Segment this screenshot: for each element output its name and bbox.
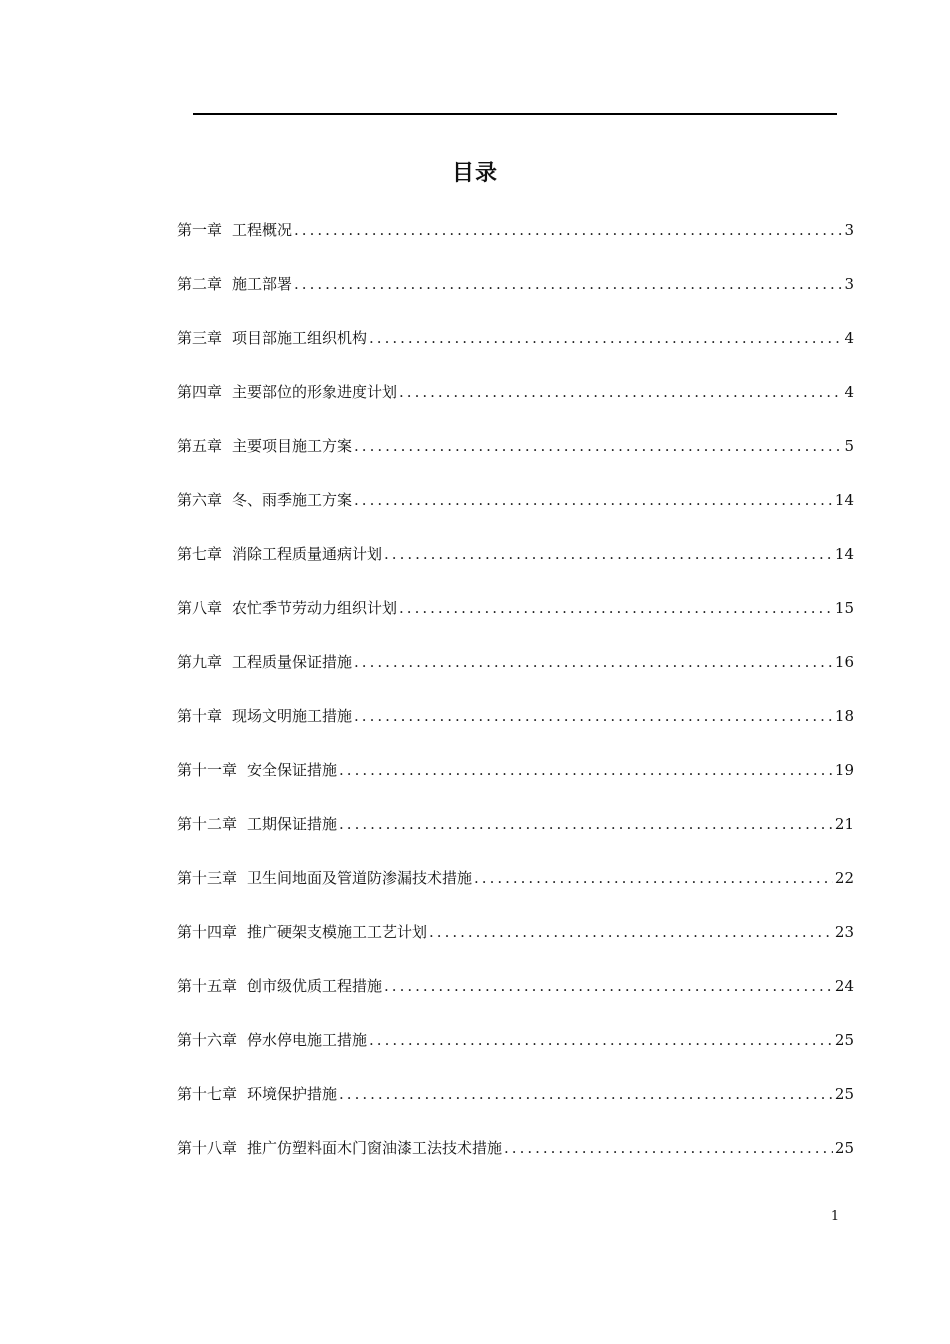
toc-dot-leader [294,218,842,242]
toc-entry[interactable] [177,704,854,758]
toc-dot-leader [429,920,833,944]
toc-page-number: 15 [834,599,854,617]
toc-chapter-label: 第十六章 [177,1031,238,1049]
toc-chapter-label: 第十三章 [177,869,238,887]
toc-chapter-label: 第二章 [177,275,223,293]
toc-page-number: 5 [844,437,854,455]
toc-page-number: 23 [834,923,854,941]
toc-entry[interactable] [177,380,854,434]
toc-chapter-label: 第十二章 [177,815,238,833]
toc-entry[interactable] [177,1028,854,1082]
toc-heading: 推广仿塑料面木门窗油漆工法技术措施 [247,1139,503,1157]
toc-dot-leader [504,1136,833,1160]
toc-page-number: 21 [834,815,854,833]
toc-entry[interactable] [177,974,854,1028]
toc-heading: 项目部施工组织机构 [232,329,368,347]
toc-entry[interactable] [177,272,854,326]
toc-chapter-label: 第六章 [177,491,223,509]
toc-dot-leader [369,326,842,350]
toc-chapter-label: 第五章 [177,437,223,455]
toc-page-number: 25 [834,1139,854,1157]
toc-dot-leader [399,596,833,620]
toc-title: 目录 [451,161,498,186]
toc-chapter-label: 第三章 [177,329,223,347]
toc-dot-leader [354,704,833,728]
toc-heading: 工期保证措施 [247,815,338,833]
toc-page-number: 3 [844,221,854,239]
header-rule [193,113,837,115]
toc-chapter-label: 第七章 [177,545,223,563]
toc-chapter-label: 第四章 [177,383,223,401]
page-number: 1 [830,1209,840,1224]
toc-page-number: 14 [834,545,854,563]
toc-chapter-label: 第九章 [177,653,223,671]
toc-dot-leader [339,758,833,782]
toc-page-number: 4 [844,329,854,347]
toc-entry[interactable] [177,650,854,704]
toc-page-number: 16 [834,653,854,671]
toc-chapter-label: 第十七章 [177,1085,238,1103]
toc-dot-leader [369,1028,833,1052]
toc-chapter-label: 第十五章 [177,977,238,995]
toc-page-number: 19 [834,761,854,779]
toc-chapter-label: 第十四章 [177,923,238,941]
toc-heading: 工程概况 [232,221,293,239]
toc-heading: 主要项目施工方案 [232,437,353,455]
toc-heading: 推广硬架支模施工工艺计划 [247,923,428,941]
toc-page-number: 22 [834,869,854,887]
toc-heading: 卫生间地面及管道防渗漏技术措施 [247,869,473,887]
toc-heading: 农忙季节劳动力组织计划 [232,599,398,617]
toc-dot-leader [339,1082,833,1106]
toc-chapter-label: 第八章 [177,599,223,617]
toc-heading: 施工部署 [232,275,293,293]
toc-dot-leader [339,812,833,836]
toc-page-number: 25 [834,1085,854,1103]
toc-page-number: 25 [834,1031,854,1049]
toc-heading: 现场文明施工措施 [232,707,353,725]
toc-dot-leader [294,272,842,296]
toc-entry[interactable] [177,920,854,974]
toc-chapter-label: 第一章 [177,221,223,239]
toc-entry[interactable] [177,488,854,542]
toc-entry[interactable] [177,812,854,866]
toc-page-number: 4 [844,383,854,401]
toc-entry[interactable] [177,758,854,812]
toc-dot-leader [354,650,833,674]
toc-entry[interactable] [177,326,854,380]
toc-entry[interactable] [177,434,854,488]
toc-heading: 安全保证措施 [247,761,338,779]
toc-dot-leader [354,488,833,512]
toc-entry[interactable] [177,596,854,650]
toc-dot-leader [384,542,833,566]
toc-heading: 停水停电施工措施 [247,1031,368,1049]
toc-entry[interactable] [177,218,854,272]
toc-heading: 工程质量保证措施 [232,653,353,671]
toc-heading: 消除工程质量通病计划 [232,545,383,563]
toc-dot-leader [399,380,842,404]
toc-dot-leader [384,974,833,998]
toc-dot-leader [474,866,833,890]
toc-heading: 冬、雨季施工方案 [232,491,353,509]
toc-page-number: 3 [844,275,854,293]
toc-chapter-label: 第十一章 [177,761,238,779]
toc-entry[interactable] [177,866,854,920]
table-of-contents [177,218,854,1190]
toc-chapter-label: 第十八章 [177,1139,238,1157]
toc-chapter-label: 第十章 [177,707,223,725]
toc-page-number: 24 [834,977,854,995]
toc-heading: 创市级优质工程措施 [247,977,383,995]
toc-dot-leader [354,434,842,458]
toc-entry[interactable] [177,1136,854,1190]
toc-entry[interactable] [177,1082,854,1136]
toc-entry[interactable] [177,542,854,596]
toc-page-number: 14 [834,491,854,509]
toc-heading: 主要部位的形象进度计划 [232,383,398,401]
toc-heading: 环境保护措施 [247,1085,338,1103]
toc-page-number: 18 [834,707,854,725]
